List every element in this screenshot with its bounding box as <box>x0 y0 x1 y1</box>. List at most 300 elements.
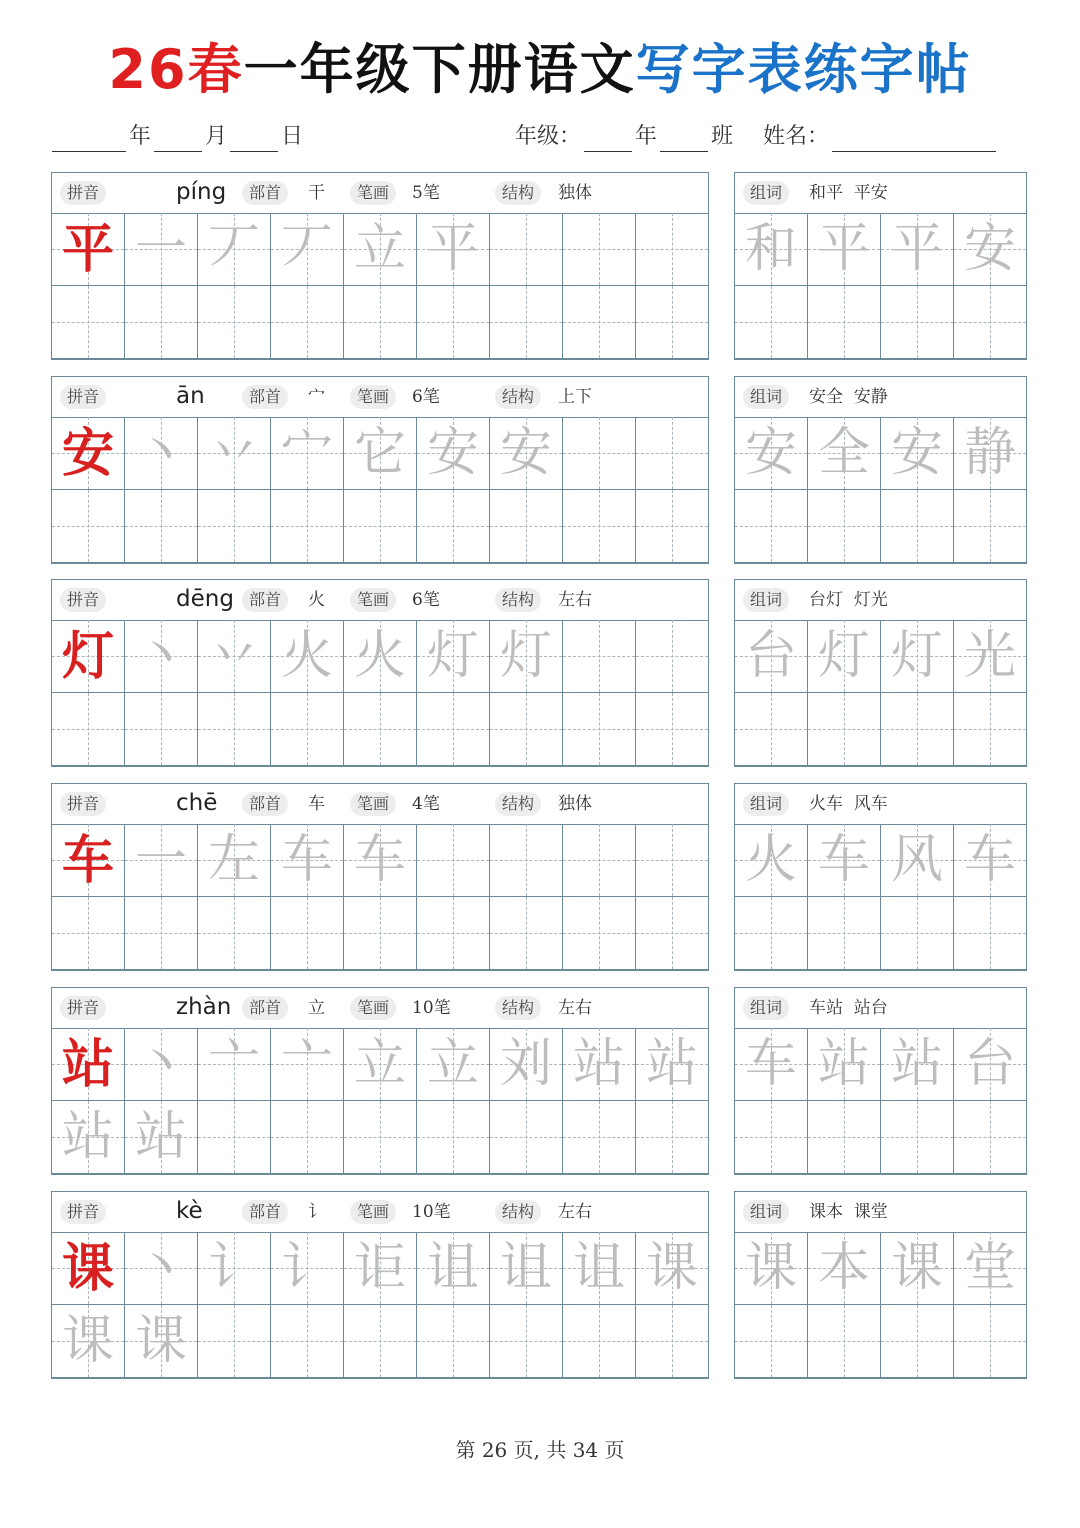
practice-cell[interactable] <box>490 490 563 563</box>
guide-line-v <box>917 1101 918 1173</box>
structure-label: 结构 <box>495 588 541 612</box>
practice-cell[interactable] <box>735 620 808 693</box>
trace-character: 讵 <box>353 1238 406 1298</box>
guide-line-v <box>990 1101 991 1173</box>
practice-cell[interactable] <box>636 417 709 490</box>
practice-cell[interactable] <box>808 1232 881 1305</box>
year-blank[interactable] <box>52 129 126 152</box>
practice-cell[interactable] <box>490 897 563 970</box>
guide-line-v <box>599 286 600 358</box>
practice-cell[interactable] <box>563 1305 636 1378</box>
practice-cell[interactable] <box>417 1028 490 1101</box>
practice-cell[interactable] <box>954 897 1027 970</box>
trace-character: 光 <box>963 626 1016 686</box>
structure-value: 左右 <box>558 998 592 1018</box>
structure-label: 结构 <box>495 792 541 816</box>
guide-line-v <box>234 693 235 765</box>
strokes-label: 笔画 <box>350 588 396 612</box>
guide-line-v <box>672 824 673 896</box>
practice-cell[interactable] <box>198 897 271 970</box>
practice-cell[interactable] <box>271 1232 344 1305</box>
practice-cell[interactable] <box>52 417 125 490</box>
practice-cell[interactable] <box>954 286 1027 359</box>
month-label: 月 <box>205 124 228 149</box>
practice-cell[interactable] <box>52 213 125 286</box>
month-blank[interactable] <box>154 129 202 152</box>
trace-character: 火 <box>280 626 333 686</box>
practice-cell[interactable] <box>881 1305 954 1378</box>
trace-character: 左 <box>207 830 260 890</box>
practice-cell[interactable] <box>636 1232 709 1305</box>
guide-line-v <box>380 897 381 969</box>
practice-cell[interactable] <box>490 824 563 897</box>
practice-cell[interactable] <box>563 417 636 490</box>
practice-cell[interactable] <box>735 824 808 897</box>
practice-cell[interactable] <box>881 286 954 359</box>
practice-cell[interactable] <box>735 1305 808 1378</box>
guide-line-v <box>672 1101 673 1173</box>
panel-header <box>735 173 1026 214</box>
practice-cell[interactable] <box>636 897 709 970</box>
trace-character: 讠 <box>207 1238 260 1298</box>
practice-cell[interactable] <box>881 693 954 766</box>
practice-cell[interactable] <box>735 213 808 286</box>
radical-value: 讠 <box>308 1202 325 1222</box>
guide-line-v <box>526 213 527 285</box>
practice-cell[interactable] <box>52 1028 125 1101</box>
practice-cell[interactable] <box>636 620 709 693</box>
guide-line-v <box>526 286 527 358</box>
radical-label: 部首 <box>242 588 288 612</box>
guide-line-v <box>380 693 381 765</box>
panel-header <box>52 784 708 825</box>
practice-cell[interactable] <box>125 693 198 766</box>
practice-cell[interactable] <box>52 1232 125 1305</box>
practice-cell[interactable] <box>954 1232 1027 1305</box>
practice-cell[interactable] <box>198 286 271 359</box>
trace-character: 站 <box>890 1034 943 1094</box>
practice-cell[interactable] <box>125 824 198 897</box>
practice-cell[interactable] <box>490 620 563 693</box>
practice-cell[interactable] <box>881 490 954 563</box>
trace-character: 平 <box>890 219 943 279</box>
practice-cell[interactable] <box>125 620 198 693</box>
practice-cell[interactable] <box>735 897 808 970</box>
practice-cell[interactable] <box>125 417 198 490</box>
practice-cell[interactable] <box>735 490 808 563</box>
model-character: 站 <box>61 1034 114 1095</box>
model-character: 车 <box>61 830 114 891</box>
trace-character: 立 <box>426 1034 479 1094</box>
practice-cell[interactable] <box>344 693 417 766</box>
trace-character: 站 <box>134 1107 187 1167</box>
practice-cell[interactable] <box>808 213 881 286</box>
practice-cell[interactable] <box>125 213 198 286</box>
strokes-label: 笔画 <box>350 792 396 816</box>
day-blank[interactable] <box>230 129 278 152</box>
practice-cell[interactable] <box>808 1305 881 1378</box>
words-label: 组词 <box>743 996 789 1020</box>
practice-cell[interactable] <box>563 286 636 359</box>
words-label: 组词 <box>743 181 789 205</box>
practice-cell[interactable] <box>735 1028 808 1101</box>
practice-cell[interactable] <box>636 490 709 563</box>
practice-cell[interactable] <box>52 286 125 359</box>
practice-cell[interactable] <box>954 1305 1027 1378</box>
trace-character: 车 <box>744 1034 797 1094</box>
guide-line-v <box>161 490 162 562</box>
practice-cell[interactable] <box>808 1101 881 1174</box>
practice-cell[interactable] <box>198 490 271 563</box>
guide-line-v <box>88 693 89 765</box>
practice-cell[interactable] <box>52 620 125 693</box>
trace-character: 一 <box>134 219 187 279</box>
guide-line-v <box>599 490 600 562</box>
guide-line-v <box>771 693 772 765</box>
trace-character: 站 <box>645 1034 698 1094</box>
words-panel <box>734 1191 1027 1379</box>
radical-value: 干 <box>308 183 325 203</box>
guide-line-v <box>453 490 454 562</box>
guide-line-v <box>234 1305 235 1377</box>
practice-cell[interactable] <box>563 620 636 693</box>
practice-cell[interactable] <box>344 897 417 970</box>
trace-character: 台 <box>744 626 797 686</box>
guide-line-v <box>234 490 235 562</box>
practice-cell[interactable] <box>735 1101 808 1174</box>
guide-line-v <box>844 693 845 765</box>
practice-cell[interactable] <box>808 1028 881 1101</box>
practice-cell[interactable] <box>198 1101 271 1174</box>
panel-header <box>735 988 1026 1029</box>
practice-cell[interactable] <box>417 490 490 563</box>
practice-cell[interactable] <box>881 824 954 897</box>
year-label: 年 <box>129 124 152 149</box>
trace-character: 立 <box>353 219 406 279</box>
practice-cell[interactable] <box>344 1028 417 1101</box>
practice-cell[interactable] <box>563 490 636 563</box>
practice-cell[interactable] <box>954 1028 1027 1101</box>
pinyin-value: píng <box>176 179 227 205</box>
practice-cell[interactable] <box>198 693 271 766</box>
guide-line-v <box>526 824 527 896</box>
character-panel <box>51 172 709 360</box>
practice-cell[interactable] <box>954 1101 1027 1174</box>
trace-character: 和 <box>744 219 797 279</box>
guide-line-v <box>161 286 162 358</box>
practice-cell[interactable] <box>735 417 808 490</box>
guide-line-v <box>917 286 918 358</box>
class-blank[interactable] <box>660 129 708 152</box>
grade-blank[interactable] <box>584 129 632 152</box>
practice-cell[interactable] <box>417 1305 490 1378</box>
guide-line-v <box>380 490 381 562</box>
practice-cell[interactable] <box>563 213 636 286</box>
trace-character: 安 <box>744 423 797 483</box>
practice-cell[interactable] <box>636 1101 709 1174</box>
practice-cell[interactable] <box>636 824 709 897</box>
radical-value: 车 <box>308 794 325 814</box>
guide-line-v <box>599 693 600 765</box>
practice-cell[interactable] <box>198 824 271 897</box>
practice-cell[interactable] <box>563 1028 636 1101</box>
practice-cell[interactable] <box>490 1232 563 1305</box>
pinyin-label: 拼音 <box>60 792 106 816</box>
trace-character: 亠 <box>207 1034 260 1094</box>
guide-line-v <box>917 693 918 765</box>
radical-value: 火 <box>308 590 325 610</box>
guide-line-v <box>526 897 527 969</box>
class-line <box>515 122 999 156</box>
guide-line-v <box>526 490 527 562</box>
practice-cell[interactable] <box>954 620 1027 693</box>
trace-character: 诅 <box>499 1238 552 1298</box>
practice-cell[interactable] <box>125 1028 198 1101</box>
trace-character: 诅 <box>572 1238 625 1298</box>
trace-character: 全 <box>817 423 870 483</box>
page-title <box>0 34 1080 106</box>
practice-cell[interactable] <box>271 1305 344 1378</box>
guide-line-v <box>307 897 308 969</box>
words-label: 组词 <box>743 588 789 612</box>
structure-value: 上下 <box>558 387 592 407</box>
practice-cell[interactable] <box>490 1101 563 1174</box>
practice-cell[interactable] <box>271 620 344 693</box>
practice-cell[interactable] <box>735 693 808 766</box>
practice-cell[interactable] <box>881 620 954 693</box>
pinyin-label: 拼音 <box>60 996 106 1020</box>
practice-cell[interactable] <box>881 213 954 286</box>
character-panel <box>51 783 709 971</box>
pinyin-label: 拼音 <box>60 181 106 205</box>
practice-cell[interactable] <box>417 1232 490 1305</box>
guide-line-v <box>307 693 308 765</box>
date-line <box>52 122 303 156</box>
practice-cell[interactable] <box>417 693 490 766</box>
character-panel <box>51 1191 709 1379</box>
practice-cell[interactable] <box>808 417 881 490</box>
radical-label: 部首 <box>242 385 288 409</box>
practice-cell[interactable] <box>52 897 125 970</box>
practice-cell[interactable] <box>735 286 808 359</box>
trace-character: 安 <box>890 423 943 483</box>
practice-cell[interactable] <box>881 1101 954 1174</box>
practice-cell[interactable] <box>490 1305 563 1378</box>
practice-cell[interactable] <box>271 824 344 897</box>
practice-cell[interactable] <box>344 490 417 563</box>
practice-cell[interactable] <box>417 897 490 970</box>
practice-cell[interactable] <box>125 1232 198 1305</box>
practice-cell[interactable] <box>954 824 1027 897</box>
trace-character: 车 <box>280 830 333 890</box>
practice-cell[interactable] <box>52 1305 125 1378</box>
practice-cell[interactable] <box>563 1101 636 1174</box>
day-label: 日 <box>281 124 304 149</box>
practice-cell[interactable] <box>271 693 344 766</box>
practice-cell[interactable] <box>808 897 881 970</box>
practice-cell[interactable] <box>344 286 417 359</box>
structure-label: 结构 <box>495 1200 541 1224</box>
character-panel <box>51 987 709 1175</box>
practice-cell[interactable] <box>417 620 490 693</box>
practice-cell[interactable] <box>417 286 490 359</box>
practice-cell[interactable] <box>344 1232 417 1305</box>
words-label: 组词 <box>743 792 789 816</box>
guide-line-v <box>526 1101 527 1173</box>
practice-cell[interactable] <box>490 417 563 490</box>
guide-line-v <box>599 1101 600 1173</box>
trace-character: 刘 <box>499 1034 552 1094</box>
practice-cell[interactable] <box>563 1232 636 1305</box>
trace-character: 平 <box>426 219 479 279</box>
practice-cell[interactable] <box>808 693 881 766</box>
trace-character: 丶 <box>134 423 187 483</box>
words-panel <box>734 579 1027 767</box>
trace-character: 诅 <box>426 1238 479 1298</box>
trace-character: 灯 <box>890 626 943 686</box>
structure-label: 结构 <box>495 996 541 1020</box>
practice-cell[interactable] <box>954 693 1027 766</box>
practice-cell[interactable] <box>198 1028 271 1101</box>
panel-header <box>52 580 708 621</box>
practice-cell[interactable] <box>490 1028 563 1101</box>
title-part-red: 26春 <box>108 38 244 101</box>
trace-character: 车 <box>963 830 1016 890</box>
practice-cell[interactable] <box>344 824 417 897</box>
radical-value: 立 <box>308 998 325 1018</box>
trace-character: 一 <box>134 830 187 890</box>
practice-cell[interactable] <box>417 213 490 286</box>
panel-header <box>735 580 1026 621</box>
practice-cell[interactable] <box>881 897 954 970</box>
practice-cell[interactable] <box>417 1101 490 1174</box>
guide-line-v <box>88 286 89 358</box>
practice-cell[interactable] <box>808 620 881 693</box>
practice-cell[interactable] <box>125 897 198 970</box>
panel-header <box>52 1192 708 1233</box>
guide-line-v <box>453 1305 454 1377</box>
practice-cell[interactable] <box>735 1232 808 1305</box>
guide-line-v <box>234 1101 235 1173</box>
guide-line-v <box>453 897 454 969</box>
practice-cell[interactable] <box>490 693 563 766</box>
practice-cell[interactable] <box>417 824 490 897</box>
practice-cell[interactable] <box>271 490 344 563</box>
practice-cell[interactable] <box>344 417 417 490</box>
practice-cell[interactable] <box>198 620 271 693</box>
practice-cell[interactable] <box>636 693 709 766</box>
practice-cell[interactable] <box>881 1028 954 1101</box>
practice-cell[interactable] <box>52 693 125 766</box>
practice-cell[interactable] <box>808 824 881 897</box>
practice-cell[interactable] <box>563 693 636 766</box>
guide-line-v <box>771 1305 772 1377</box>
practice-cell[interactable] <box>271 1101 344 1174</box>
practice-cell[interactable] <box>490 286 563 359</box>
practice-cell[interactable] <box>125 490 198 563</box>
strokes-label: 笔画 <box>350 1200 396 1224</box>
practice-cell[interactable] <box>490 213 563 286</box>
panel-header <box>735 784 1026 825</box>
practice-cell[interactable] <box>52 1101 125 1174</box>
practice-cell[interactable] <box>954 417 1027 490</box>
guide-line-v <box>599 897 600 969</box>
guide-line-v <box>599 1305 600 1377</box>
practice-cell[interactable] <box>636 286 709 359</box>
practice-cell[interactable] <box>271 1028 344 1101</box>
practice-cell[interactable] <box>198 417 271 490</box>
words-value: 台灯 灯光 <box>809 590 888 610</box>
practice-cell[interactable] <box>881 1232 954 1305</box>
pinyin-label: 拼音 <box>60 1200 106 1224</box>
structure-value: 左右 <box>558 1202 592 1222</box>
structure-value: 独体 <box>558 794 592 814</box>
practice-cell[interactable] <box>563 897 636 970</box>
practice-cell[interactable] <box>808 286 881 359</box>
panel-header <box>52 377 708 418</box>
practice-cell[interactable] <box>563 824 636 897</box>
practice-cell[interactable] <box>271 897 344 970</box>
practice-cell[interactable] <box>125 1305 198 1378</box>
practice-cell[interactable] <box>125 1101 198 1174</box>
pinyin-value: kè <box>176 1198 203 1224</box>
trace-character: 丷 <box>207 423 260 483</box>
guide-line-v <box>844 897 845 969</box>
practice-cell[interactable] <box>636 213 709 286</box>
trace-character: 车 <box>817 830 870 890</box>
practice-cell[interactable] <box>954 213 1027 286</box>
practice-cell[interactable] <box>808 490 881 563</box>
practice-cell[interactable] <box>636 1305 709 1378</box>
practice-cell[interactable] <box>954 490 1027 563</box>
strokes-label: 笔画 <box>350 385 396 409</box>
trace-character: 讠 <box>280 1238 333 1298</box>
guide-line-v <box>917 490 918 562</box>
practice-cell[interactable] <box>125 286 198 359</box>
practice-cell[interactable] <box>52 490 125 563</box>
guide-line-v <box>380 286 381 358</box>
practice-cell[interactable] <box>198 213 271 286</box>
guide-line-v <box>161 897 162 969</box>
practice-cell[interactable] <box>198 1232 271 1305</box>
practice-cell[interactable] <box>271 417 344 490</box>
practice-cell[interactable] <box>198 1305 271 1378</box>
trace-character: 灯 <box>499 626 552 686</box>
practice-cell[interactable] <box>344 620 417 693</box>
guide-line-v <box>234 286 235 358</box>
panel-header <box>52 988 708 1029</box>
guide-line-v <box>599 620 600 692</box>
strokes-value: 4笔 <box>412 794 440 814</box>
practice-cell[interactable] <box>52 824 125 897</box>
practice-cell[interactable] <box>271 213 344 286</box>
guide-line-v <box>453 1101 454 1173</box>
words-panel <box>734 172 1027 360</box>
words-panel <box>734 376 1027 564</box>
guide-line-v <box>990 286 991 358</box>
name-blank[interactable] <box>832 129 996 152</box>
practice-cell[interactable] <box>344 1305 417 1378</box>
model-character: 安 <box>61 423 114 484</box>
practice-cell[interactable] <box>271 286 344 359</box>
practice-cell[interactable] <box>636 1028 709 1101</box>
strokes-value: 6笔 <box>412 387 440 407</box>
practice-cell[interactable] <box>344 1101 417 1174</box>
practice-cell[interactable] <box>417 417 490 490</box>
guide-line-v <box>990 897 991 969</box>
practice-cell[interactable] <box>881 417 954 490</box>
practice-cell[interactable] <box>344 213 417 286</box>
